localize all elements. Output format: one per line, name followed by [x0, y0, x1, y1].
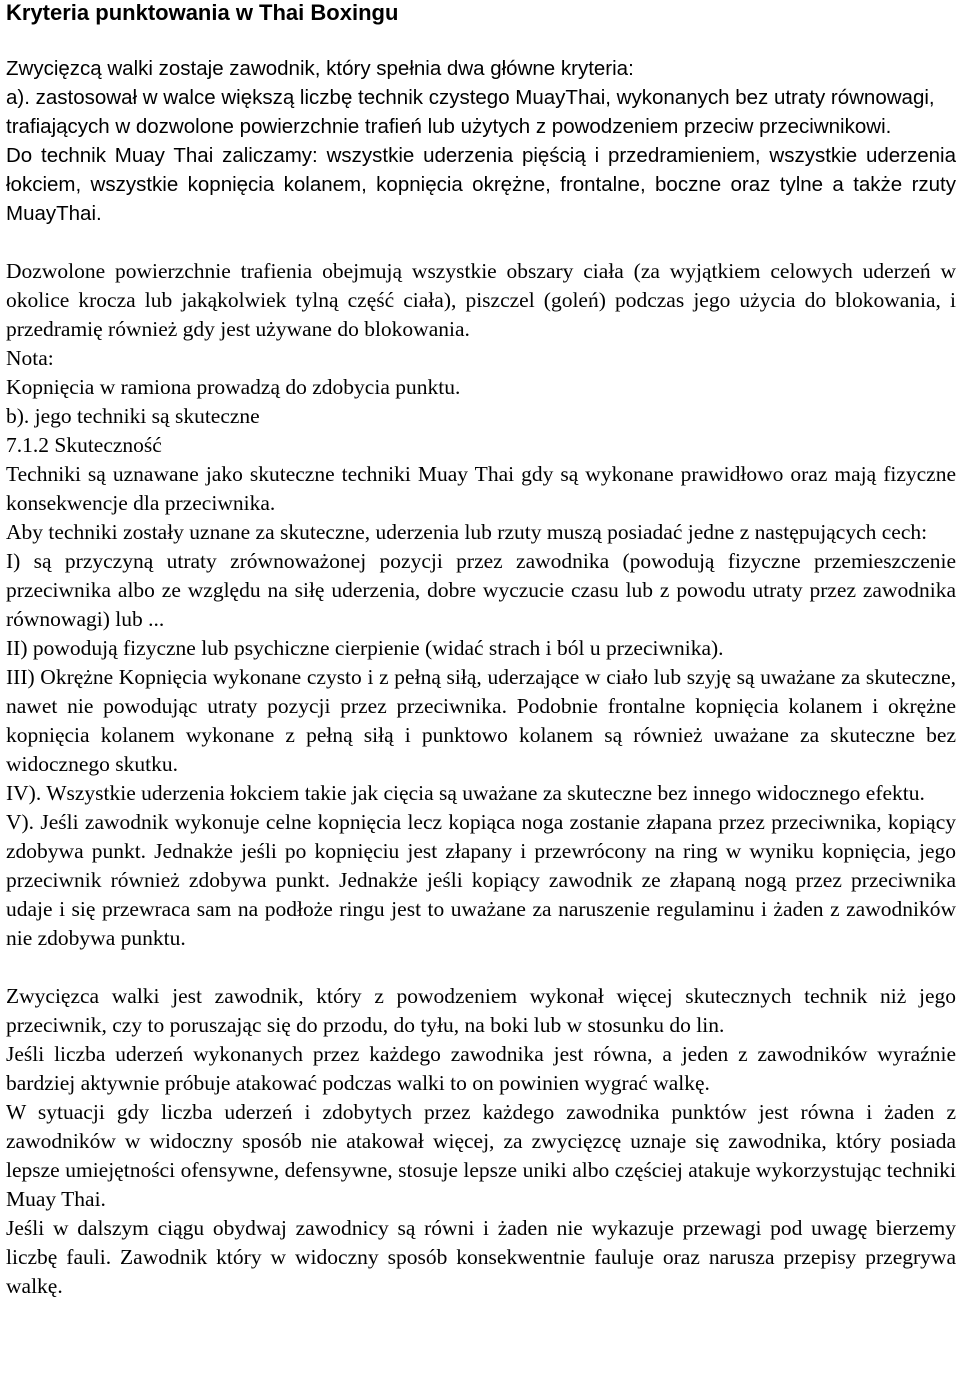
- document-page: [6, 0, 956, 1301]
- nota-label: Nota:: [6, 346, 54, 370]
- point-5-paragraph: V). Jeśli zawodnik wykonuje celne kopnięcia lecz kopiąca noga zostanie złapana przez przeciwnika, kopiący zdobywa punkt. Jednakże jeśli po kopnięciu jest złapany i przewrócony na ring w wyniku kopnięcia, jego przeciwnik również zdobywa punkt. Jednakże jeśli kopiący zawodnik ze złapaną nogą przez przeciwnika udaje i się przewraca sam na podłoże ringu jest to uważane za naruszenie regulaminu i żaden z zawodników nie zdobywa punktu.: [6, 810, 956, 950]
- sans-section: [6, 54, 956, 228]
- serif-section: [6, 257, 956, 953]
- point-1-paragraph: I) są przyczyną utraty zrównoważonej pozycji przez zawodnika (powodują fizyczne przemieszczenie przeciwnika albo ze względu na siłę uderzenia, dobre wyczucie czasu lub z powodu utraty przez zawodnika równowagi) lub ...: [6, 549, 956, 631]
- allowed-areas-paragraph: Dozwolone powierzchnie trafienia obejmują wszystkie obszary ciała (za wyjątkiem celowych uderzeń w okolice krocza lub jakąkolwiek tylną część ciała), piszczel (goleń) podczas jego użycia do blokowania, i przedramię również gdy jest używane do blokowania.: [6, 259, 956, 341]
- effective-definition-paragraph: Techniki są uznawane jako skuteczne techniki Muay Thai gdy są wykonane prawidłowo oraz mają fizyczne konsekwencje dla przeciwnika.: [6, 462, 956, 515]
- winner-paragraph-4: Jeśli w dalszym ciągu obydwaj zawodnicy są równi i żaden nie wykazuje przewagi pod uwagę bierzemy liczbę fauli. Zawodnik który w widoczny sposób konsekwentnie fauluje oraz narusza przepisy przegrywa walkę.: [6, 1216, 956, 1298]
- point-3-paragraph: III) Okrężne Kopnięcia wykonane czysto i z pełną siłą, uderzające w ciało lub szyję są uważane za skuteczne, nawet nie powodując utraty pozycji przez przeciwnika. Podobnie frontalne kopnięcia kolanem i okrężne kopnięcia kolanem wykonane z pełną siłą i punktowo kolanem są również uważane za skuteczne bez widocznego skutku.: [6, 665, 956, 776]
- point-2-paragraph: II) powodują fizyczne lub psychiczne cierpienie (widać strach i ból u przeciwnika).: [6, 636, 724, 660]
- criterion-b-paragraph: b). jego techniki są skuteczne: [6, 404, 260, 428]
- winner-paragraph-2: Jeśli liczba uderzeń wykonanych przez każdego zawodnika jest równa, a jeden z zawodników wyraźnie bardziej aktywnie próbuje atakować podczas walki to on powinien wygrać walkę.: [6, 1042, 956, 1095]
- winner-section: [6, 982, 956, 1301]
- point-4-paragraph: IV). Wszystkie uderzenia łokciem takie jak cięcia są uważane za skuteczne bez innego widocznego efektu.: [6, 781, 925, 805]
- techniques-paragraph: Do technik Muay Thai zaliczamy: wszystkie uderzenia pięścią i przedramieniem, wszystkie uderzenia łokciem, wszystkie kopnięcia kolanem, kopnięcia okrężne, frontalne, boczne oraz tylne a także rzuty MuayThai.: [6, 144, 956, 225]
- effective-requirements-paragraph: Aby techniki zostały uznane za skuteczne, uderzenia lub rzuty muszą posiadać jedne z następujących cech:: [6, 520, 928, 544]
- section-heading: 7.1.2 Skuteczność: [6, 433, 162, 457]
- winner-paragraph-3: W sytuacji gdy liczba uderzeń i zdobytych przez każdego zawodnika punktów jest równa i żaden z zawodników w widoczny sposób nie atakował więcej, za zwycięzcę uznaje się zawodnika, który posiada lepsze umiejętności ofensywne, defensywne, stosuje lepsze uniki albo częściej atakuje wykorzystując techniki Muay Thai.: [6, 1100, 956, 1211]
- document-title: Kryteria punktowania w Thai Boxingu: [6, 0, 399, 25]
- nota-text: Kopnięcia w ramiona prowadzą do zdobycia punktu.: [6, 375, 461, 399]
- intro-paragraph: Zwycięzcą walki zostaje zawodnik, który spełnia dwa główne kryteria:: [6, 57, 634, 80]
- winner-paragraph-1: Zwycięzca walki jest zawodnik, który z powodzeniem wykonał więcej skutecznych technik niż jego przeciwnik, czy to poruszając się do przodu, do tyłu, na boki lub w stosunku do lin.: [6, 984, 956, 1037]
- criterion-a-paragraph: a). zastosował w walce większą liczbę technik czystego MuayThai, wykonanych bez utraty równowagi, trafiających w dozwolone powierzchnie trafień lub użytych z powodzeniem przeciw przeciwnikowi.: [6, 86, 935, 138]
